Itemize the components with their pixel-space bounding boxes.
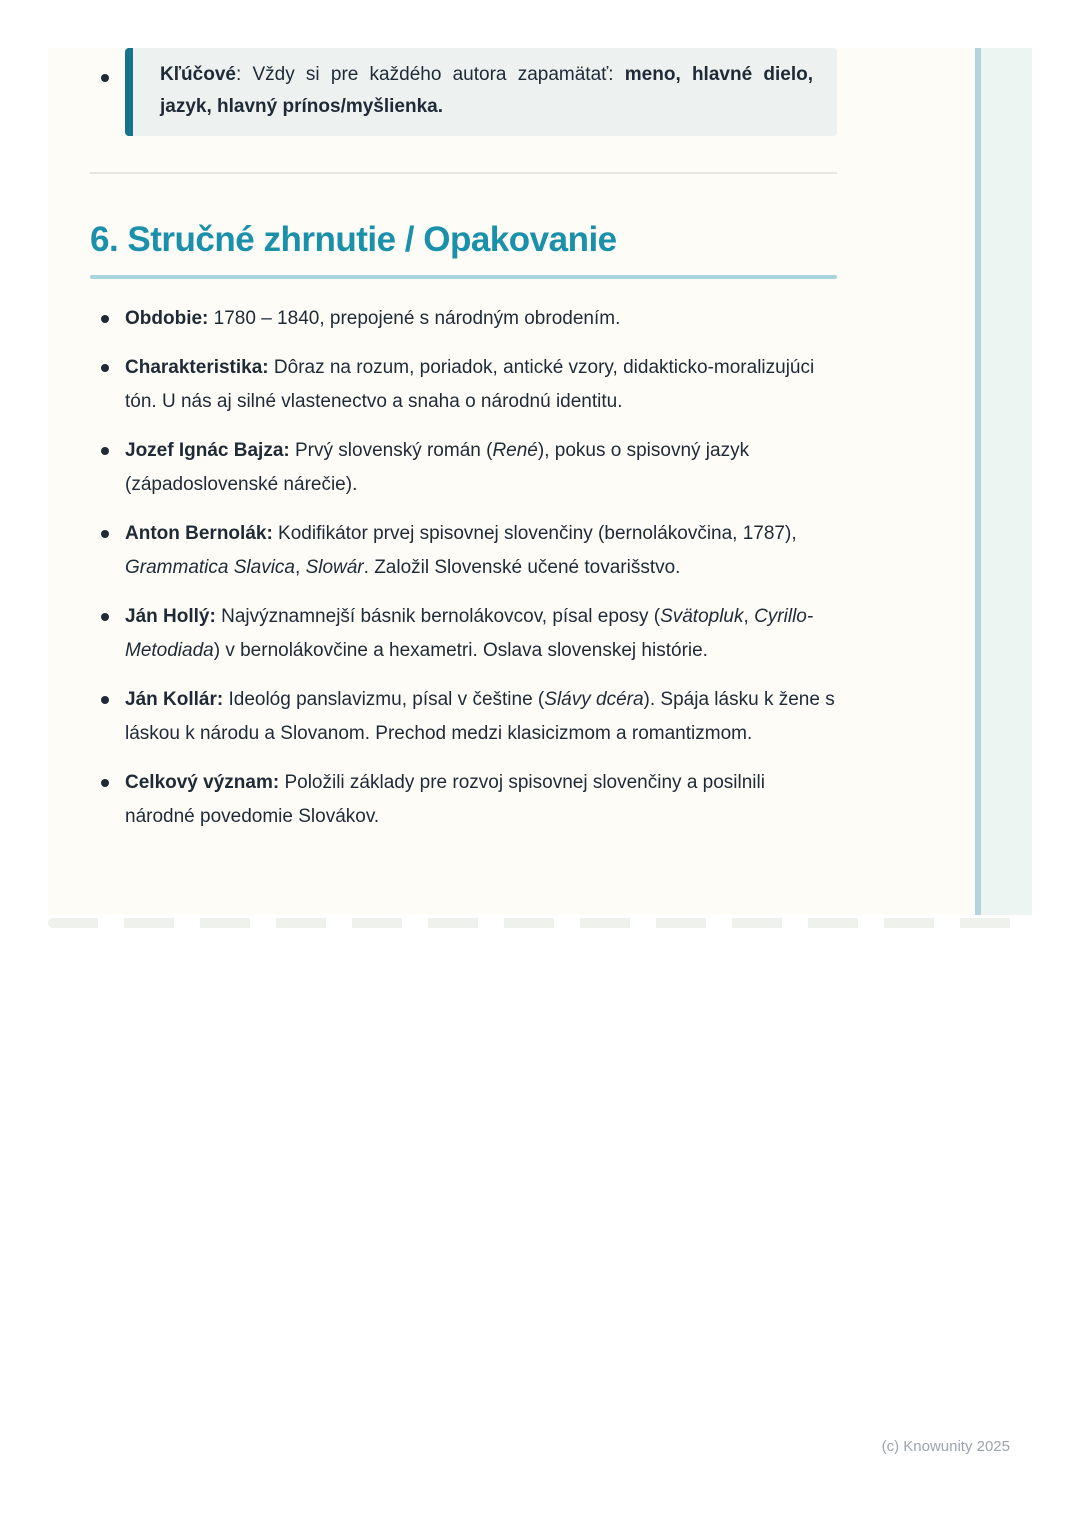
section-heading: 6. Stručné zhrnutie / Opakovanie xyxy=(90,220,617,259)
page-content xyxy=(90,48,837,849)
text-run: , xyxy=(295,557,306,578)
page-bottom-dashed-edge xyxy=(48,918,1032,928)
list-item xyxy=(90,766,837,834)
text-run: . Založil Slovenské učené tovarišstvo. xyxy=(363,557,681,578)
bold-text-run: Jozef Ignác Bajza: xyxy=(125,440,290,461)
bold-text-run: Ján Hollý: xyxy=(125,606,216,627)
italic-text-run: Svätopluk xyxy=(660,606,744,627)
list-item xyxy=(90,434,837,502)
callout-text xyxy=(160,59,813,123)
italic-text-run: Slowár xyxy=(305,557,364,578)
list-item xyxy=(90,302,837,336)
list-item xyxy=(90,683,837,751)
italic-text-run: Slávy dcéra xyxy=(544,689,644,710)
bold-text-run: meno, hlavné dielo, jazyk, hlavný prínos/myšlienka. xyxy=(160,64,813,117)
list-item-text xyxy=(125,689,835,744)
bold-text-run: Ján Kollár: xyxy=(125,689,224,710)
page-edge-strip xyxy=(975,48,1032,915)
text-run: Prvý slovenský román ( xyxy=(289,440,493,461)
list-item xyxy=(90,517,837,585)
list-item-text xyxy=(125,308,620,329)
text-run: ), pokus o spisovný jazyk (západoslovenské nárečie). xyxy=(125,440,750,495)
text-run: ). Spája lásku k žene s láskou k národu a Slovanom. Prechod medzi klasicizmom a romantizmom. xyxy=(125,689,835,744)
heading-underline xyxy=(90,275,837,279)
key-callout-box xyxy=(125,48,837,136)
text-run: , xyxy=(743,606,755,627)
italic-text-run: René xyxy=(492,440,538,461)
text-run: Najvýznamnejší básnik bernolákovcov, písal eposy ( xyxy=(215,606,661,627)
callout-list-item xyxy=(90,48,837,136)
list-item-text xyxy=(125,772,765,827)
list-item xyxy=(90,351,837,419)
text-run: Ideológ panslavizmu, písal v češtine ( xyxy=(223,689,545,710)
text-run: ) v bernolákovčine a hexametri. Oslava slovenskej histórie. xyxy=(213,640,708,661)
text-run: Kodifikátor prvej spisovnej slovenčiny (bernolákovčina, 1787), xyxy=(272,523,797,544)
list-item-text xyxy=(125,523,797,578)
italic-text-run: Grammatica Slavica xyxy=(125,557,295,578)
section-divider xyxy=(90,172,837,174)
text-run: 1780 – 1840, prepojené s národným obrodením. xyxy=(208,308,621,329)
summary-list xyxy=(90,302,837,834)
list-item xyxy=(90,600,837,668)
bold-text-run: Kľúčové xyxy=(160,64,236,85)
text-run: Položili základy pre rozvoj spisovnej slovenčiny a posilnili národné povedomie Slovákov. xyxy=(125,772,765,827)
bold-text-run: Anton Bernolák: xyxy=(125,523,273,544)
bold-text-run: Celkový význam: xyxy=(125,772,280,793)
document-page xyxy=(48,48,1032,915)
bullet-marker xyxy=(101,74,109,82)
bold-text-run: Charakteristika: xyxy=(125,357,269,378)
list-item-text xyxy=(125,357,814,412)
list-item-text xyxy=(125,606,813,661)
italic-text-run: Cyrillo-Metodiada xyxy=(125,606,814,661)
copyright-text: (c) Knowunity 2025 xyxy=(881,1438,1010,1455)
bold-text-run: Obdobie: xyxy=(125,308,209,329)
text-run: : Vždy si pre každého autora zapamätať: xyxy=(235,64,625,85)
text-run: Dôraz na rozum, poriadok, antické vzory, didakticko-moralizujúci tón. U nás aj silné vlastenectvo a snaha o národnú identitu. xyxy=(125,357,815,412)
list-item-text xyxy=(125,440,749,495)
